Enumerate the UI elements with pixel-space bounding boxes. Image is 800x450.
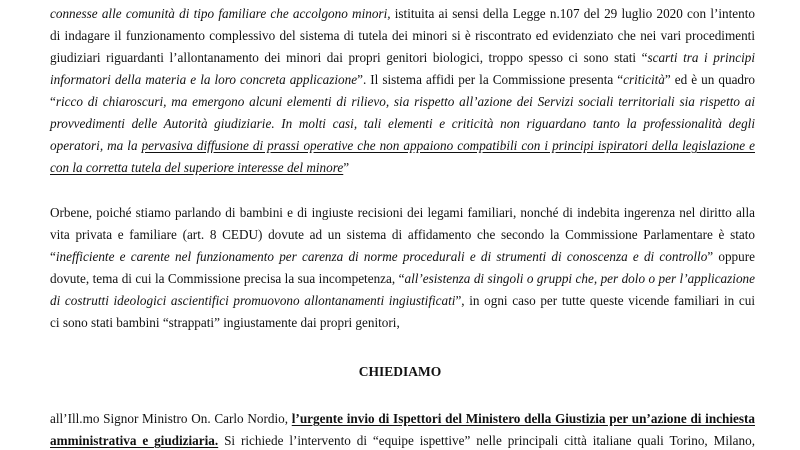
p2-line-4: dovute, tema di cui la Commissione precisa la sua incompetenza, “all’esistenza di singoli o gruppi che, per dolo o per l’applicazione	[50, 271, 755, 286]
p1-line-3: giudiziari riguardanti l’allontanamento dei minori dai propri genitori biologici, troppo spesso ci sono stati “scarti tra i principi	[50, 50, 755, 65]
p2-line-6: ci sono stati bambini “strappati” ingiustamente dai propri genitori,	[50, 315, 400, 330]
bold-request: l’urgente invio di Ispettori del Ministero della Giustizia per un’azione di inchiesta	[291, 411, 755, 426]
p1-line-2: di indagare il funzionamento complessivo del sistema di tutela dei minori si è riscontrato ed evidenziato che nei vari procedimenti	[50, 28, 755, 43]
p2-line-2: vita privata e familiare (art. 8 CEDU) dovute ad un sistema di affidamento che secondo la Commissione Parlamentare è stato	[50, 227, 755, 242]
p1-line-7: operatori, ma la pervasiva diffusione di prassi operative che non appaiono compatibili con i principi ispiratori della legislazione e	[50, 138, 755, 153]
p1-line-4: informatori della materia e la loro concreta applicazione”. Il sistema affidi per la Commissione presenta “criticità” ed è un quadro	[50, 72, 756, 87]
p1-line-5: “ricco di chiaroscuri, ma emergono alcuni elementi di rilievo, sia rispetto all’azione dei Servizi sociali territoriali sia rispetto ai	[50, 94, 755, 109]
section-heading: CHIEDIAMO	[358, 364, 442, 379]
p3-line-2: amministrativa e giudiziaria. Si richiede l’intervento di “equipe ispettive” nelle principali città italiane quali Torino, Milano,	[50, 433, 755, 448]
p1-line-1: connesse alle comunità di tipo familiare che accolgono minori, istituita ai sensi della Legge n.107 del 29 luglio 2020 con l’intento	[50, 6, 756, 21]
p1-line-6: provvedimenti delle Autorità giudiziarie. In molti casi, tali elementi e criticità non riguardano tanto la professionalità degli	[50, 116, 755, 131]
p2-line-1: Orbene, poiché stiamo parlando di bambini e di ingiuste recisioni dei legami familiari, nonché di indebita ingerenza nel diritto alla	[50, 205, 755, 220]
p3-line-1: all’Ill.mo Signor Ministro On. Carlo Nordio, l’urgente invio di Ispettori del Ministero della Giustizia per un’azione di inchiesta	[50, 411, 755, 426]
p2-line-5: di costrutti ideologici ascientifici promuovono allontanamenti ingiustificati”, in ogni caso per tutte queste vicende familiari in cui	[50, 293, 755, 308]
underlined-quote: pervasiva diffusione di prassi operative che non appaiono compatibili con i principi ispiratori della legislazione e	[141, 138, 755, 153]
p1-line-8: con la corretta tutela del superiore interesse del minore”	[50, 160, 350, 175]
p2-line-3: “inefficiente e carente nel funzionamento per carenza di norme procedurali e di strumenti di conoscenza e di controllo” oppure	[50, 249, 755, 264]
